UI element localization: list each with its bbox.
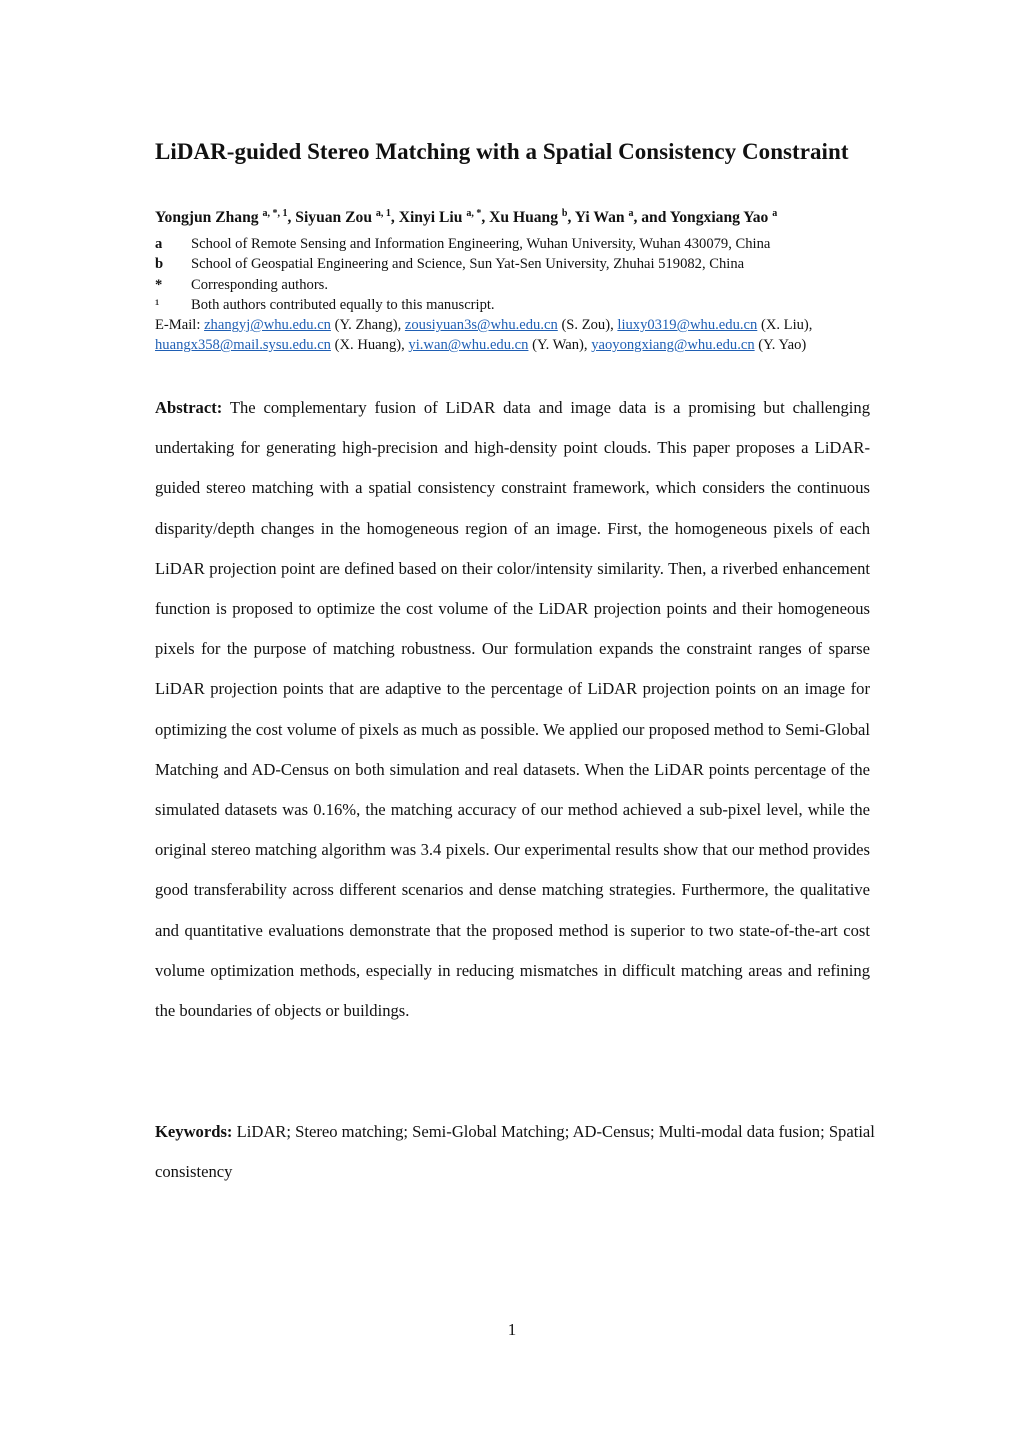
author-list [155, 208, 895, 227]
affiliation-item [155, 295, 895, 315]
author-name: Siyuan Zou [295, 209, 372, 226]
affiliation-text: School of Remote Sensing and Information Engineering, Wuhan University, Wuhan 430079, China [191, 236, 771, 252]
email-owner: (X. Liu), [760, 317, 813, 333]
author-affil-marker: b [561, 208, 568, 219]
email-owner: (Y. Yao) [758, 337, 807, 354]
email-link[interactable]: zhangyj@whu.edu.cn [204, 317, 331, 333]
paper-title: LiDAR-guided Stereo Matching with a Spatial Consistency Constraint [155, 139, 849, 164]
keywords-section [155, 1112, 885, 1192]
author-name: Yongxiang Yao [669, 209, 769, 226]
author-separator: , [287, 209, 296, 226]
email-link[interactable]: liuxy0319@whu.edu.cn [617, 317, 758, 333]
email-link[interactable]: zousiyuan3s@whu.edu.cn [404, 317, 558, 333]
abstract-section [155, 388, 870, 1031]
affiliation-key: ¹ [155, 296, 160, 313]
author-name: Xu Huang [489, 209, 559, 226]
email-owner: (S. Zou), [561, 317, 614, 333]
affiliation-text: School of Geospatial Engineering and Science, Sun Yat-Sen University, Zhuhai 519082, China [191, 256, 745, 273]
email-owner: (Y. Wan), [532, 337, 588, 354]
email-label: E-Mail: [155, 317, 201, 333]
keywords-label: Keywords: [155, 1122, 233, 1141]
affiliation-item [155, 254, 895, 274]
email-link[interactable]: yi.wan@whu.edu.cn [408, 337, 529, 354]
affiliation-item [155, 234, 895, 254]
email-block [155, 315, 895, 356]
author-affil-marker: a [772, 208, 778, 219]
author-name: Yongjun Zhang [155, 209, 259, 226]
email-owner: (X. Huang), [334, 337, 405, 354]
affiliation-text: Both authors contributed equally to this manuscript. [191, 296, 495, 313]
affiliation-key: * [155, 276, 163, 293]
email-link[interactable]: huangx358@mail.sysu.edu.cn [155, 337, 331, 354]
author-name: Xinyi Liu [398, 209, 463, 226]
author-separator: , [567, 209, 575, 226]
author-affil-marker: a, * [466, 208, 482, 219]
author-affil-marker: a [628, 208, 634, 219]
abstract-text: The complementary fusion of LiDAR data and image data is a promising but challenging undertaking for generating high-precision and high-density point clouds. This paper proposes a LiDAR-guided stereo matching with a spatial consistency constraint framework, which considers the continuous disparity/depth changes in the homogeneous region of an image. First, the homogeneous pixels of each LiDAR projection point are defined based on their color/intensity similarity. Then, a riverbed enhancement function is proposed to optimize the cost volume of the LiDAR projection points and their homogeneous pixels for the purpose of matching robustness. Our formulation expands the constraint ranges of sparse LiDAR projection points that are adaptive to the percentage of LiDAR projection points on an image for optimizing the cost volume of pixels as much as possible. We applied our proposed method to Semi-Global Matching and AD-Census on both simulation and real datasets. When the LiDAR points percentage of the simulated datasets was 0.16%, the matching accuracy of our method achieved a sub-pixel level, while the original stereo matching algorithm was 3.4 pixels. Our experimental results show that our method provides good transferability across different scenarios and dense matching strategies. Furthermore, the qualitative and quantitative evaluations demonstrate that the proposed method is superior to two state-of-the-art cost volume optimization methods, especially in reducing mismatches in difficult matching areas and refining the boundaries of objects or buildings. [155, 398, 870, 1021]
keywords-text: LiDAR; Stereo matching; Semi-Global Matching; AD-Census; Multi-modal data fusion; Spatial consistency [155, 1122, 875, 1182]
author-affil-marker: a, 1 [375, 208, 391, 219]
page-number: 1 [507, 1320, 517, 1339]
affiliation-item [155, 275, 895, 295]
affiliation-key: b [155, 256, 164, 273]
email-owner: (Y. Zhang), [334, 317, 402, 333]
author-affil-marker: a, *, 1 [262, 208, 288, 219]
abstract-label: Abstract: [155, 398, 223, 417]
author-separator: , and [633, 209, 670, 226]
author-separator: , [481, 209, 490, 226]
affiliation-text: Corresponding authors. [191, 276, 329, 293]
author-name: Yi Wan [574, 209, 625, 226]
email-link[interactable]: yaoyongxiang@whu.edu.cn [591, 337, 755, 354]
author-separator: , [390, 209, 399, 226]
affiliation-key: a [155, 236, 163, 252]
affiliation-list [155, 234, 895, 315]
